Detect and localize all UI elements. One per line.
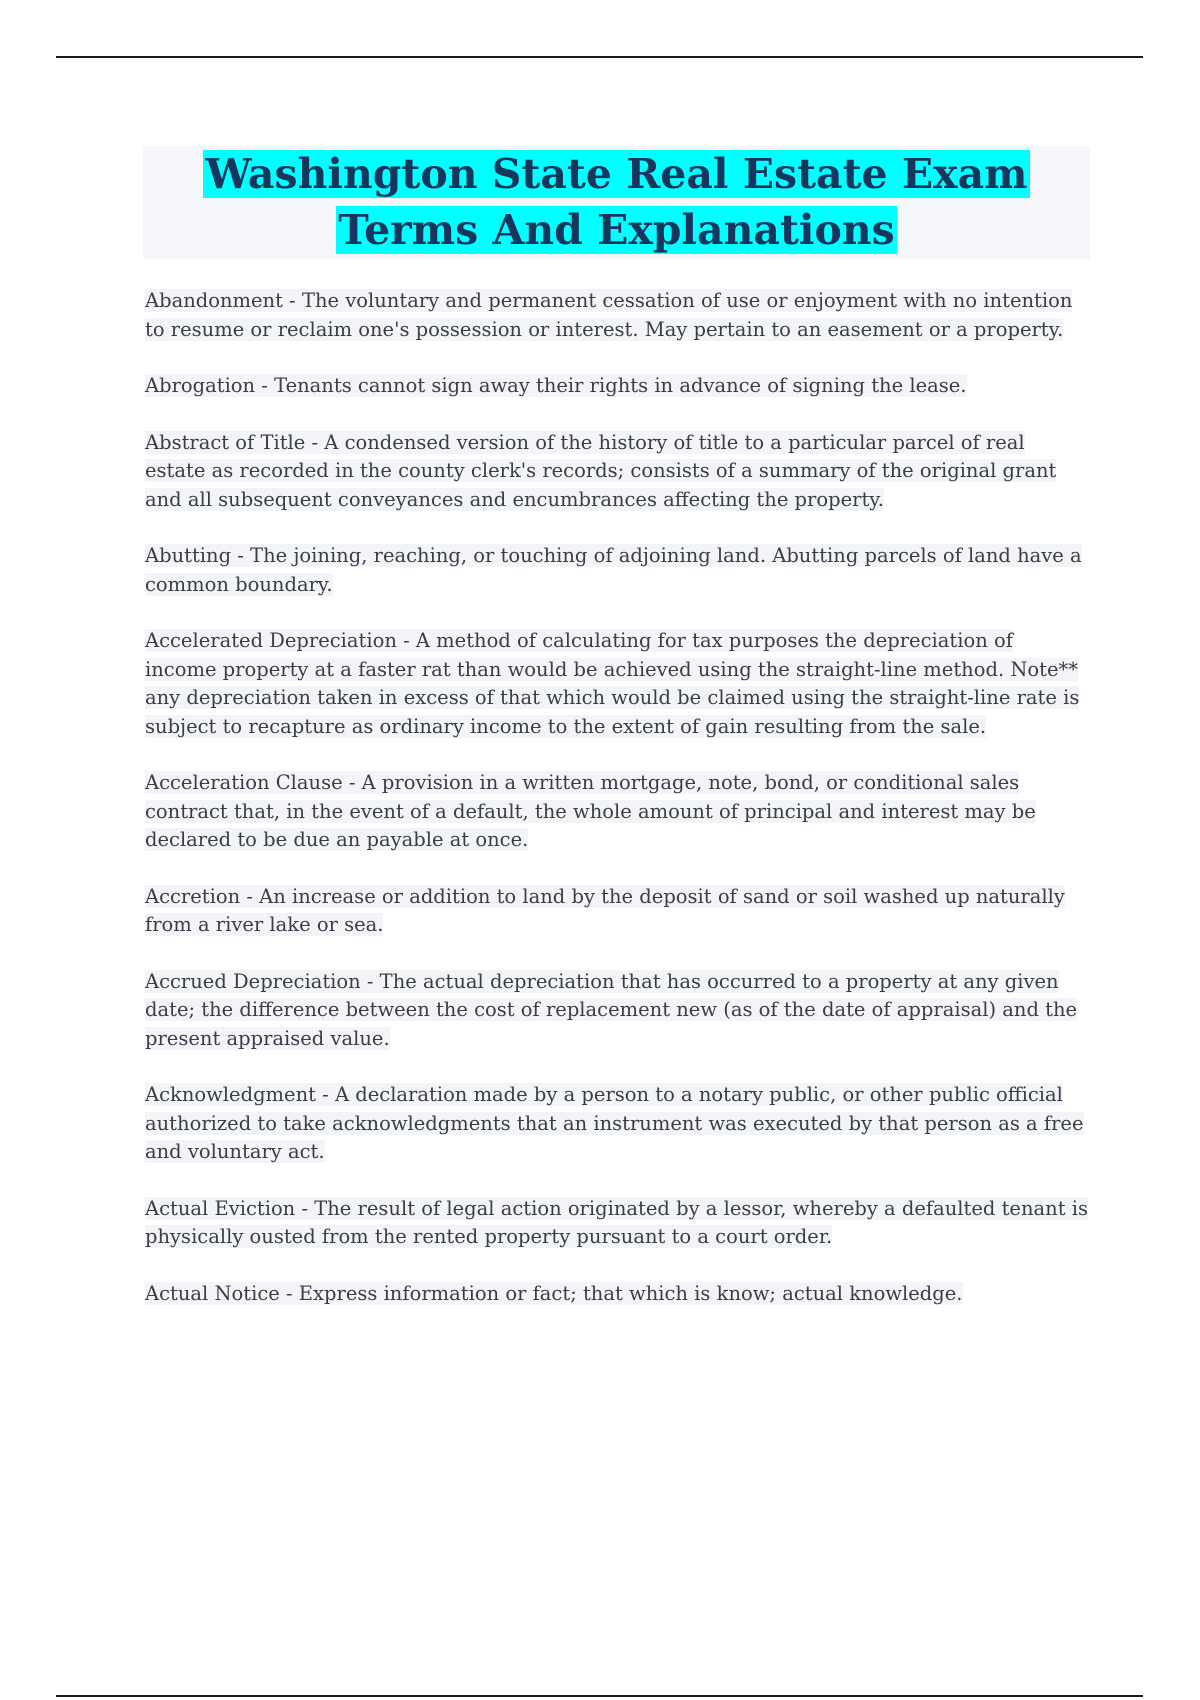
term-entry-abstract-of-title — [145, 429, 1090, 515]
term-entry-abutting — [145, 542, 1090, 599]
term-text: Accretion - An increase or addition to land by the deposit of sand or soil washed up naturally from a river lake or sea. — [145, 884, 1065, 936]
footer-rule — [56, 1695, 1143, 1697]
term-text: Accelerated Depreciation - A method of calculating for tax purposes the depreciation of income property at a faster rat than would be achieved using the straight-line method. Note** any depreciation taken in excess of that which would be claimed using the straight-line rate is subject to recapture as ordinary income to the extent of gain resulting from the sale. — [145, 629, 1080, 738]
term-entry-abandonment — [145, 287, 1090, 344]
term-text: Abrogation - Tenants cannot sign away their rights in advance of signing the lease. — [145, 374, 967, 397]
term-entry-abrogation — [145, 372, 1090, 401]
term-entry-actual-notice — [145, 1280, 1090, 1309]
term-entry-acknowledgment — [145, 1081, 1090, 1167]
term-entry-acceleration-clause — [145, 769, 1090, 855]
term-text: Actual Notice - Express information or fact; that which is know; actual knowledge. — [145, 1281, 963, 1305]
header-rule — [56, 56, 1143, 58]
term-text: Acknowledgment - A declaration made by a person to a notary public, or other public official authorized to take acknowledgments that an instrument was executed by that person as a free and voluntary act. — [145, 1083, 1084, 1163]
terms-list — [145, 287, 1090, 1336]
term-text: Abstract of Title - A condensed version of the history of title to a particular parcel of real estate as recorded in the county clerk's records; consists of a summary of the original grant and all subsequent conveyances and encumbrances affecting the property. — [145, 430, 1057, 511]
term-entry-actual-eviction — [145, 1195, 1090, 1252]
term-text: Acceleration Clause - A provision in a written mortgage, note, bond, or conditional sales contract that, in the event of a default, the whole amount of principal and interest may be declared to be due an payable at once. — [145, 771, 1036, 851]
term-entry-accretion — [145, 883, 1090, 940]
term-entry-accrued-depreciation — [145, 968, 1090, 1054]
term-text: Actual Eviction - The result of legal action originated by a lessor, whereby a defaulted tenant is physically ousted from the rented property pursuant to a court order. — [145, 1196, 1088, 1248]
term-text: Abutting - The joining, reaching, or touching of adjoining land. Abutting parcels of land have a common boundary. — [145, 544, 1082, 596]
term-text: Abandonment - The voluntary and permanent cessation of use or enjoyment with no intention to resume or reclaim one's possession or interest. May pertain to an easement or a property. — [145, 289, 1073, 341]
term-text: Accrued Depreciation - The actual depreciation that has occurred to a property at any given date; the difference between the cost of replacement new (as of the date of appraisal) and the present appraised value. — [145, 969, 1078, 1050]
document-title: Washington State Real Estate Exam Terms And Explanations — [205, 150, 1028, 254]
title-block — [143, 146, 1090, 259]
term-entry-accelerated-depreciation — [145, 627, 1090, 741]
